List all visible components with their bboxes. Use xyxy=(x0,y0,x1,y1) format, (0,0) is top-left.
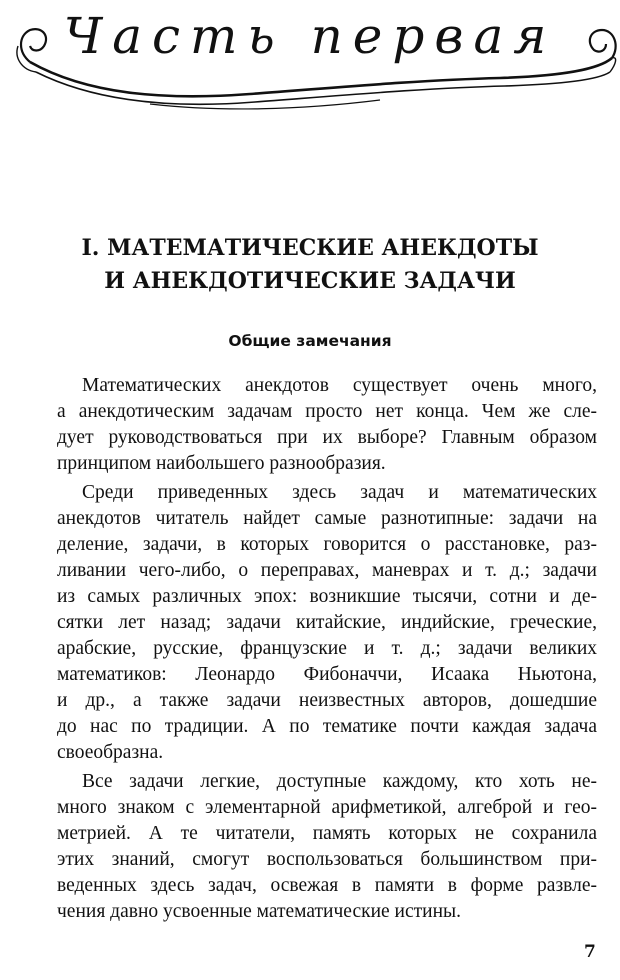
chapter-title-line: I. МАТЕМАТИЧЕСКИЕ АНЕКДОТЫ xyxy=(81,235,539,261)
text-line: ливании чего-либо, о переправах, маневрах и т. д.; задачи xyxy=(57,560,597,581)
part-title-banner xyxy=(0,0,620,112)
text-line: веденных здесь задач, освежая в памяти в форме развле- xyxy=(57,875,597,896)
chapter-title-line: И АНЕКДОТИЧЕСКИЕ ЗАДАЧИ xyxy=(104,268,516,294)
text-line: до нас по традиции. А по тематике почти каждая задача xyxy=(57,716,597,737)
text-line: Математических анекдотов существует очень много, xyxy=(82,375,597,396)
text-line: принципом наибольшего разнообразия. xyxy=(57,453,386,474)
text-line: и др., а также задачи неизвестных авторов, дошедшие xyxy=(57,690,597,711)
text-line: дует руководствоваться при их выборе? Главным образом xyxy=(57,427,597,448)
text-line: много знаком с элементарной арифметикой, алгеброй и гео- xyxy=(57,797,597,818)
text-line: из самых различных эпох: возникшие тысячи, сотни и де- xyxy=(57,586,597,607)
text-line: анекдотов читатель найдет самые разнотипные: задачи на xyxy=(57,508,597,529)
text-line: Все задачи легкие, доступные каждому, кто хоть не- xyxy=(82,771,597,792)
part-title: Часть первая xyxy=(63,7,557,65)
chapter-title xyxy=(0,232,620,298)
text-line: арабские, русские, французские и т. д.; задачи великих xyxy=(57,638,597,659)
text-line: математиков: Леонардо Фибоначчи, Исаака Ньютона, xyxy=(57,664,597,685)
text-line: чения давно усвоенные математические истины. xyxy=(57,901,461,922)
page-number: 7 xyxy=(584,942,596,962)
text-line: Среди приведенных здесь задач и математических xyxy=(82,482,597,503)
text-line: своеобразна. xyxy=(57,742,164,763)
text-line: сятки лет назад; задачи китайские, индийские, греческие, xyxy=(57,612,597,633)
text-line: деление, задачи, в которых говорится о расстановке, раз- xyxy=(57,534,597,555)
text-line: метрией. А те читатели, память которых не сохранила xyxy=(57,823,597,844)
section-title: Общие замечания xyxy=(228,332,392,350)
text-line: этих знаний, смогут воспользоваться большинством при- xyxy=(57,849,597,870)
text-line: а анекдотическим задачам просто нет конца. Чем же сле- xyxy=(57,401,597,422)
